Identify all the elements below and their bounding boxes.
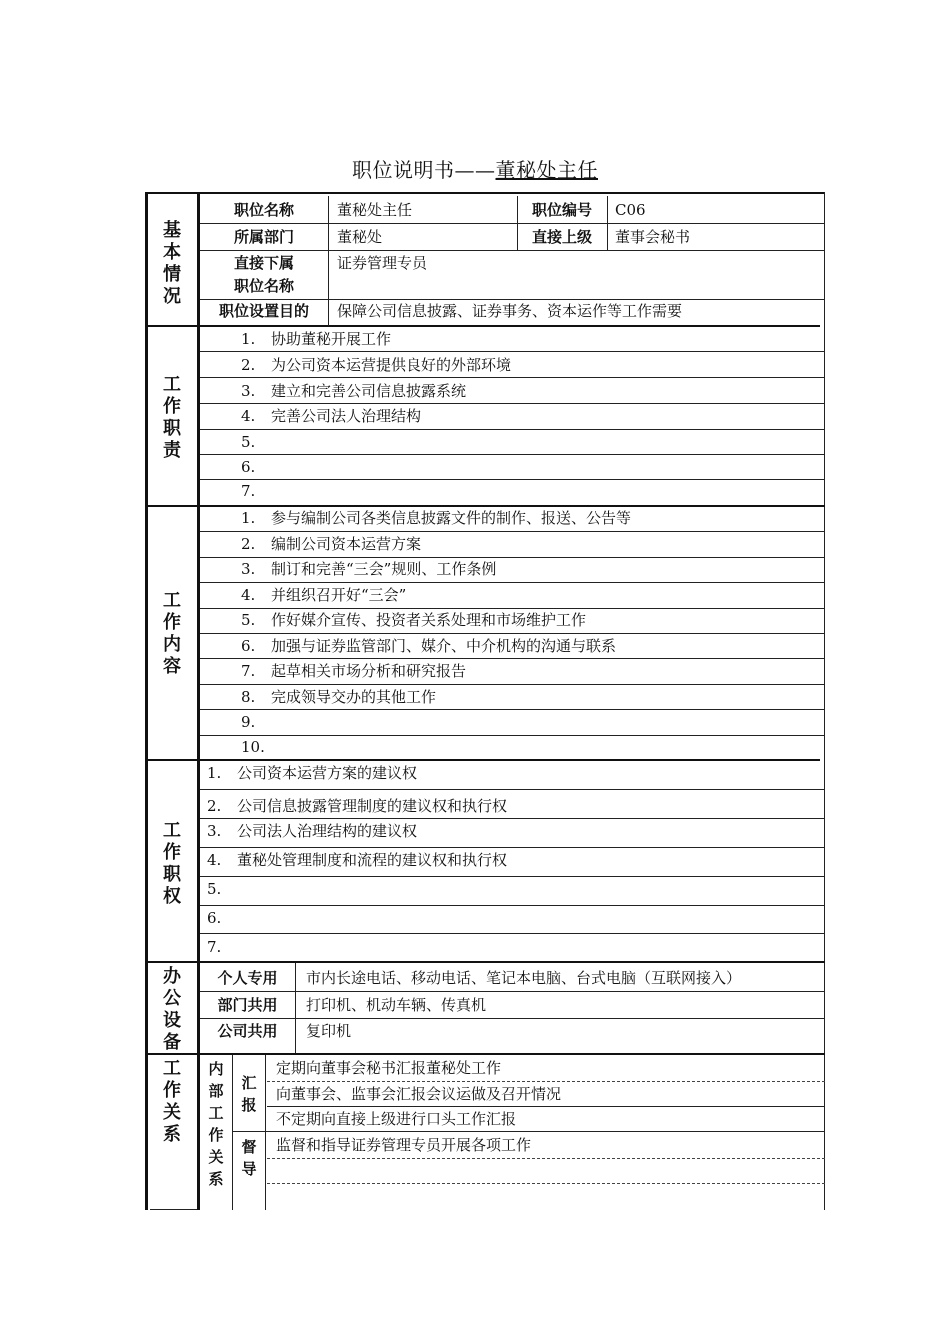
superior-label: 直接上级 [531,228,592,246]
report-item: 不定期向直接上级进行口头工作汇报 [276,1110,517,1128]
list-item: 5. 作好媒介宣传、投资者关系处理和市场维护工作 [241,611,587,629]
table-border-right [824,192,825,1210]
section-column-divider [197,192,200,1210]
report-item: 向董事会、监事会汇报会议运做及召开情况 [276,1085,562,1103]
list-item: 4. 并组织召开好“三会” [241,586,407,604]
subordinate-label-line1: 直接下属 [233,254,294,272]
list-item: 3. 公司法人治理结构的建议权 [207,822,418,840]
table-border-bottom [150,1209,200,1210]
page-title: 职位说明书——董秘处主任 [352,158,598,182]
supervise-label: 督导 [241,1138,257,1178]
list-item: 1. 协助董秘开展工作 [241,330,392,348]
personal-equipment-value: 市内长途电话、移动电话、笔记本电脑、台式电脑（互联网接入） [306,969,742,987]
report-item: 定期向董事会秘书汇报董秘处工作 [276,1059,502,1077]
superior-value: 董事会秘书 [615,228,691,246]
section-relations-label: 工作关系 [163,1058,181,1145]
list-item: 6. [241,458,256,476]
list-item: 2. 公司信息披露管理制度的建议权和执行权 [207,797,508,815]
supervise-item: 监督和指导证券管理专员开展各项工作 [276,1136,532,1154]
position-code-value: C06 [615,201,646,219]
subordinate-value: 证券管理专员 [337,254,428,272]
list-item: 7. 起草相关市场分析和研究报告 [241,662,467,680]
department-value: 董秘处 [337,228,383,246]
list-item: 6. 加强与证券监管部门、媒介、中介机构的沟通与联系 [241,637,617,655]
company-equipment-label: 公司共用 [217,1022,278,1040]
purpose-value: 保障公司信息披露、证券事务、资本运作等工作需要 [337,302,683,320]
section-basic-label: 基本情况 [163,220,181,307]
personal-equipment-label: 个人专用 [217,969,278,987]
position-name-label: 职位名称 [233,201,294,219]
list-item: 7. [207,938,222,956]
list-item: 2. 编制公司资本运营方案 [241,535,422,553]
divider-relations [145,1053,825,1055]
list-item: 8. 完成领导交办的其他工作 [241,688,437,706]
purpose-label: 职位设置目的 [218,302,309,320]
list-item: 6. [207,909,222,927]
internal-relations-label: 内部工作关系 [208,1060,224,1188]
department-label: 所属部门 [233,228,294,246]
list-item: 1. 公司资本运营方案的建议权 [207,764,418,782]
divider-authority [145,759,820,761]
section-content-label: 工作内容 [163,590,181,677]
section-duties-label: 工作职责 [163,374,181,461]
section-authority-label: 工作职权 [163,820,181,907]
list-item: 4. 完善公司法人治理结构 [241,407,422,425]
list-item: 10. [241,738,265,756]
table-border-top [145,192,825,194]
job-description-table [145,192,825,1210]
position-name-value: 董秘处主任 [337,201,413,219]
table-border-left [145,192,148,1210]
list-item: 5. [207,880,222,898]
report-label: 汇报 [241,1074,257,1114]
list-item: 1. 参与编制公司各类信息披露文件的制作、报送、公告等 [241,509,632,527]
list-item: 3. 制订和完善“三会”规则、工作条例 [241,560,497,578]
divider-equipment [145,961,825,963]
list-item: 3. 建立和完善公司信息披露系统 [241,382,467,400]
list-item: 5. [241,433,256,451]
subordinate-label-line2: 职位名称 [233,277,294,295]
company-equipment-value: 复印机 [306,1022,352,1040]
department-equipment-value: 打印机、机动车辆、传真机 [306,996,487,1014]
position-code-label: 职位编号 [531,201,592,219]
title-position-name: 董秘处主任 [495,158,598,182]
list-item: 7. [241,482,256,500]
list-item: 4. 董秘处管理制度和流程的建议权和执行权 [207,851,508,869]
list-item: 9. [241,713,256,731]
list-item: 2. 为公司资本运营提供良好的外部环境 [241,356,512,374]
section-equipment-label: 办公设备 [163,966,181,1053]
divider-duties [145,325,820,327]
department-equipment-label: 部门共用 [217,996,278,1014]
